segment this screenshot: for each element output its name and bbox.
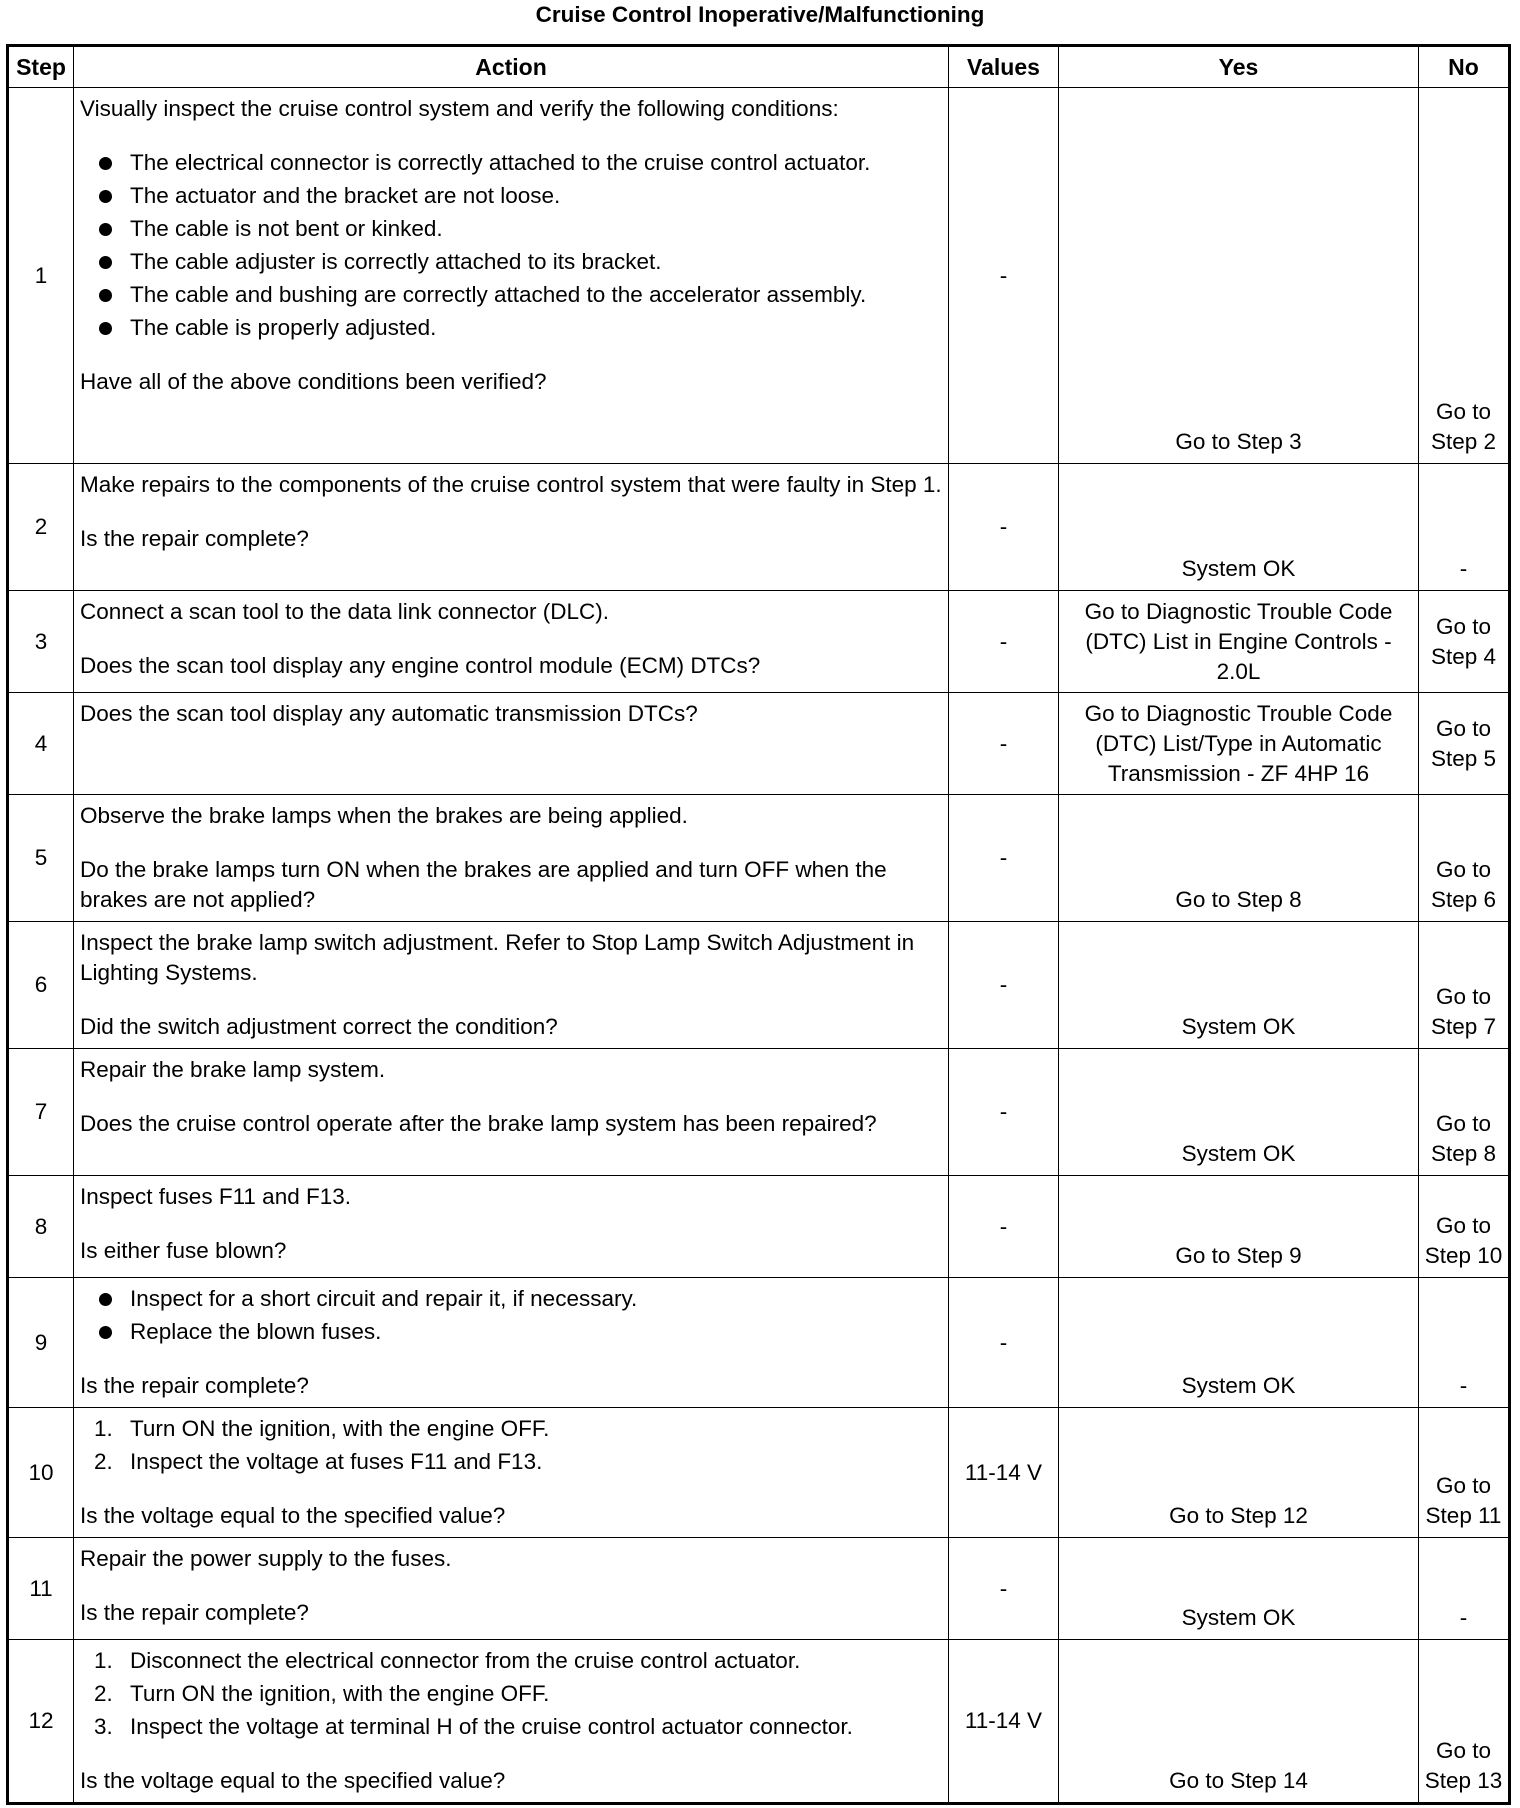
table-row (8, 1538, 1510, 1640)
value-cell: - (949, 693, 1059, 795)
list-item (80, 214, 942, 244)
list-item-text: The electrical connector is correctly attached to the cruise control actuator. (130, 150, 871, 175)
list-item-text: Disconnect the electrical connector from the cruise control actuator. (130, 1648, 801, 1673)
action-intro: Observe the brake lamps when the brakes are being applied. (80, 803, 688, 828)
action-question: Is either fuse blown? (80, 1238, 287, 1263)
no-cell: Go to Step 6 (1419, 795, 1510, 922)
action-intro: Visually inspect the cruise control system and verify the following conditions: (80, 96, 839, 121)
no-cell: Go to Step 8 (1419, 1049, 1510, 1176)
action-cell (74, 1408, 949, 1538)
no-cell: - (1419, 1278, 1510, 1408)
value-cell: - (949, 1278, 1059, 1408)
value-cell: - (949, 1538, 1059, 1640)
step-number: 5 (8, 795, 74, 922)
list-number: 2. (94, 1681, 113, 1706)
action-intro: Repair the brake lamp system. (80, 1057, 386, 1082)
value-cell: - (949, 795, 1059, 922)
no-cell: - (1419, 464, 1510, 591)
no-cell: Go to Step 11 (1419, 1408, 1510, 1538)
list-item-text: Inspect the voltage at terminal H of the cruise control actuator connector. (130, 1714, 853, 1739)
table-row (8, 1176, 1510, 1278)
table-row (8, 464, 1510, 591)
list-item (80, 247, 942, 277)
step-number: 11 (8, 1538, 74, 1640)
list-item (80, 280, 942, 310)
action-cell (74, 591, 949, 693)
no-cell: Go to Step 2 (1419, 88, 1510, 464)
step-number: 10 (8, 1408, 74, 1538)
list-item (80, 1414, 942, 1444)
action-cell (74, 1640, 949, 1804)
bullet-icon (99, 223, 112, 236)
list-item (80, 1679, 942, 1709)
step-number: 4 (8, 693, 74, 795)
step-number: 12 (8, 1640, 74, 1804)
header-step: Step (8, 46, 74, 88)
no-cell: Go to Step 4 (1419, 591, 1510, 693)
action-cell (74, 922, 949, 1049)
action-question: Do the brake lamps turn ON when the brakes are applied and turn OFF when the brakes are not applied? (80, 857, 887, 912)
table-row (8, 922, 1510, 1049)
list-number: 1. (94, 1648, 113, 1673)
action-question: Have all of the above conditions been verified? (80, 369, 547, 394)
action-question: Is the repair complete? (80, 526, 309, 551)
list-item-text: Replace the blown fuses. (130, 1319, 382, 1344)
step-number: 6 (8, 922, 74, 1049)
action-question: Does the scan tool display any engine control module (ECM) DTCs? (80, 653, 761, 678)
action-question: Is the repair complete? (80, 1600, 309, 1625)
page-title: Cruise Control Inoperative/Malfunctioning (535, 2, 985, 27)
table-row (8, 88, 1510, 464)
bullet-icon (99, 322, 112, 335)
no-cell: Go to Step 10 (1419, 1176, 1510, 1278)
bullet-icon (99, 289, 112, 302)
list-item-text: Inspect for a short circuit and repair it, if necessary. (130, 1286, 638, 1311)
yes-cell: Go to Step 14 (1059, 1640, 1419, 1804)
action-intro: Inspect the brake lamp switch adjustment. Refer to Stop Lamp Switch Adjustment in Lighting Systems. (80, 930, 915, 985)
action-question: Does the cruise control operate after the brake lamp system has been repaired? (80, 1111, 877, 1136)
action-cell (74, 1538, 949, 1640)
action-cell (74, 693, 949, 795)
yes-cell: Go to Step 8 (1059, 795, 1419, 922)
list-item-text: Turn ON the ignition, with the engine OFF. (130, 1681, 550, 1706)
bullet-icon (99, 190, 112, 203)
list-item-text: The cable and bushing are correctly attached to the accelerator assembly. (130, 282, 867, 307)
action-question: Did the switch adjustment correct the condition? (80, 1014, 558, 1039)
diagnostic-table (6, 44, 1511, 1805)
table-row (8, 693, 1510, 795)
table-body (8, 88, 1510, 1804)
no-cell: - (1419, 1538, 1510, 1640)
table-row (8, 795, 1510, 922)
bullet-icon (99, 1326, 112, 1339)
step-number: 1 (8, 88, 74, 464)
action-question: Is the repair complete? (80, 1373, 309, 1398)
action-cell (74, 464, 949, 591)
header-action: Action (74, 46, 949, 88)
condition-list (80, 1284, 942, 1347)
list-item (80, 1317, 942, 1347)
action-cell (74, 88, 949, 464)
bullet-icon (99, 157, 112, 170)
action-intro: Repair the power supply to the fuses. (80, 1546, 452, 1571)
action-cell (74, 795, 949, 922)
value-cell: - (949, 1049, 1059, 1176)
table-row (8, 1640, 1510, 1804)
procedure-list (80, 1646, 942, 1742)
action-intro: Connect a scan tool to the data link connector (DLC). (80, 599, 610, 624)
action-cell (74, 1278, 949, 1408)
list-item (80, 1284, 942, 1314)
condition-list (80, 148, 942, 343)
yes-cell: Go to Step 3 (1059, 88, 1419, 464)
list-number: 2. (94, 1449, 113, 1474)
step-number: 9 (8, 1278, 74, 1408)
action-intro: Make repairs to the components of the cruise control system that were faulty in Step 1. (80, 472, 942, 497)
list-item-text: The cable is not bent or kinked. (130, 216, 443, 241)
list-item-text: Inspect the voltage at fuses F11 and F13. (130, 1449, 543, 1474)
step-number: 8 (8, 1176, 74, 1278)
table-row (8, 1049, 1510, 1176)
yes-cell: System OK (1059, 1538, 1419, 1640)
list-item-text: Turn ON the ignition, with the engine OFF. (130, 1416, 550, 1441)
yes-cell: Go to Diagnostic Trouble Code (DTC) List/Type in Automatic Transmission - ZF 4HP 16 (1059, 693, 1419, 795)
no-cell: Go to Step 7 (1419, 922, 1510, 1049)
yes-cell: Go to Step 12 (1059, 1408, 1419, 1538)
action-question: Is the voltage equal to the specified value? (80, 1768, 506, 1793)
header-yes: Yes (1059, 46, 1419, 88)
step-number: 3 (8, 591, 74, 693)
action-cell (74, 1049, 949, 1176)
no-cell: Go to Step 13 (1419, 1640, 1510, 1804)
yes-cell: System OK (1059, 1049, 1419, 1176)
list-item (80, 181, 942, 211)
list-item (80, 1447, 942, 1477)
header-row (8, 46, 1510, 88)
table-row (8, 591, 1510, 693)
procedure-list (80, 1414, 942, 1477)
bullet-icon (99, 1293, 112, 1306)
action-cell (74, 1176, 949, 1278)
list-item (80, 148, 942, 178)
list-number: 3. (94, 1714, 113, 1739)
action-question: Is the voltage equal to the specified value? (80, 1503, 506, 1528)
yes-cell: Go to Step 9 (1059, 1176, 1419, 1278)
list-item-text: The cable is properly adjusted. (130, 315, 437, 340)
step-number: 2 (8, 464, 74, 591)
list-item-text: The actuator and the bracket are not loose. (130, 183, 561, 208)
list-item-text: The cable adjuster is correctly attached to its bracket. (130, 249, 662, 274)
bullet-icon (99, 256, 112, 269)
value-cell: - (949, 1176, 1059, 1278)
yes-cell: Go to Diagnostic Trouble Code (DTC) List in Engine Controls - 2.0L (1059, 591, 1419, 693)
value-cell: - (949, 591, 1059, 693)
action-intro: Inspect fuses F11 and F13. (80, 1184, 351, 1209)
table-row (8, 1278, 1510, 1408)
yes-cell: System OK (1059, 1278, 1419, 1408)
value-cell: - (949, 922, 1059, 1049)
value-cell: - (949, 464, 1059, 591)
value-cell: 11-14 V (949, 1640, 1059, 1804)
value-cell: - (949, 88, 1059, 464)
step-number: 7 (8, 1049, 74, 1176)
yes-cell: System OK (1059, 464, 1419, 591)
yes-cell: System OK (1059, 922, 1419, 1049)
no-cell: Go to Step 5 (1419, 693, 1510, 795)
header-values: Values (949, 46, 1059, 88)
table-row (8, 1408, 1510, 1538)
list-item (80, 313, 942, 343)
list-number: 1. (94, 1416, 113, 1441)
header-no: No (1419, 46, 1510, 88)
value-cell: 11-14 V (949, 1408, 1059, 1538)
action-intro: Does the scan tool display any automatic transmission DTCs? (80, 701, 698, 726)
list-item (80, 1646, 942, 1676)
list-item (80, 1712, 942, 1742)
